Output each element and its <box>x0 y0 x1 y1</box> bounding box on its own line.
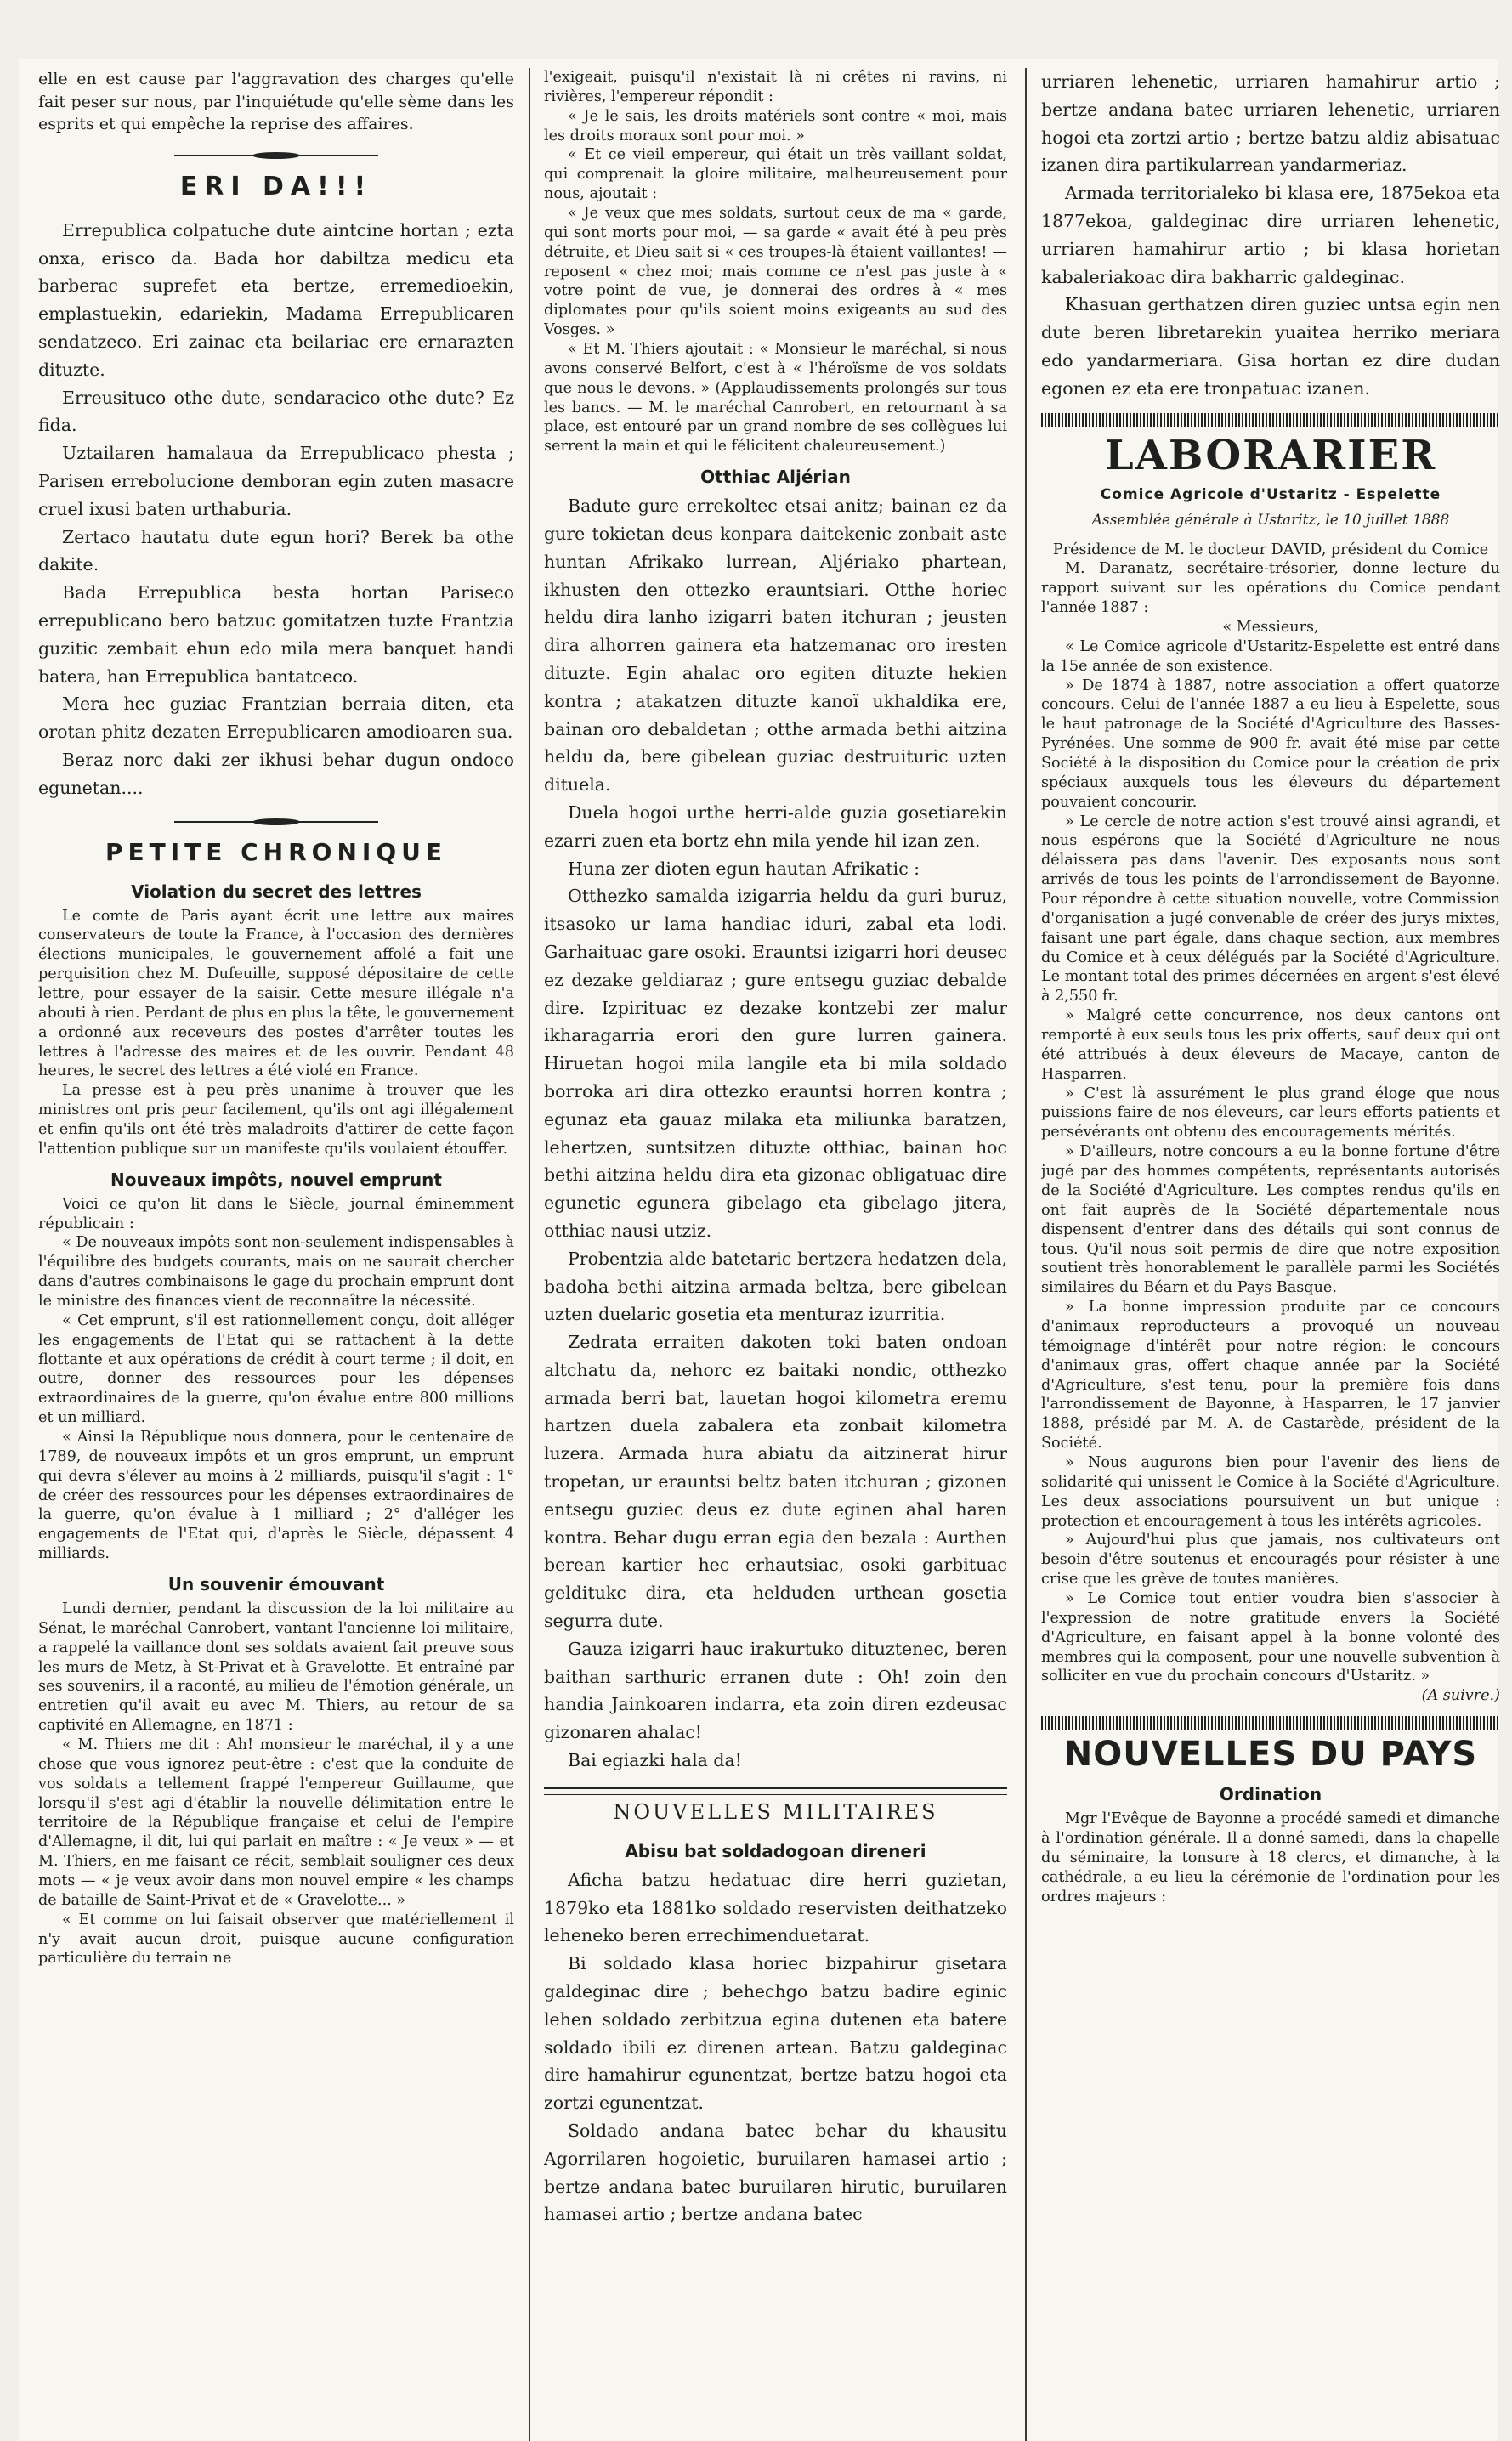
column-divider <box>1025 68 1027 2441</box>
paragraph: Khasuan gerthatzen diren guziec untsa egin nen dute beren libretarekin yuaitea herriko meriara edo yandarmeriara. Gisa hortan ez dire dudan egonen ez eta ere tronpatuac izanen. <box>1041 294 1500 399</box>
paragraph: » Aujourd'hui plus que jamais, nos cultivateurs ont besoin d'être soutenus et encouragés pour résister à une crise que les grève de toutes manières. <box>1041 1532 1500 1589</box>
paragraph: » La bonne impression produite par ce concours d'animaux reproducteurs a provoqué un nouveau témoignage d'intérêt pour notre région: le concours d'animaux gras, offert chaque année par la Société d'Agriculture, s'est tenu, pour la première fois dans l'arrondissement de Bayonne, à Hasparren, le 17 janvier 1888, présidé par M. A. de Castarède, président de la Société. <box>1041 1299 1500 1453</box>
paragraph: Soldado andana batec behar du khausitu Agorrilaren hogoietic, buruilaren hamasei artio ; bertze andana batec buruilaren hirutic, buruilaren hamasei artio ; bertze andana batec <box>544 2121 1007 2225</box>
paragraph: Errepublica colpatuche dute aintcine hortan ; ezta onxa, erisco da. Bada hor dabiltza medicu eta barberac suprefet eta bertze, erremedioekin, emplastuekin, edariekin, Madama Errepublicaren sendatzeco. Eri zainac eta beilariac ere ernarazten dituzte. <box>38 219 514 380</box>
presidence-line: Présidence de M. le docteur DAVID, président du Comice <box>1052 541 1489 558</box>
paragraph: » De 1874 à 1887, notre association a offert quatorze concours. Celui de l'année 1887 a eu lieu à Espelette, sous le haut patronage de la Société d'Agriculture des Basses-Pyrénées. Une somme de 900 fr. avait été mise par cette Société à la disposition du Comice pour la création de prix spéciaux auxquels tous les éleveurs du département pouvaient concourir. <box>1041 677 1500 811</box>
a-suivre: (A suivre.) <box>1421 1687 1500 1705</box>
paragraph: » D'ailleurs, notre concours a eu la bonne fortune d'être jugé par des hommes compétents, représentants autorisés de la Société d'Agriculture. Les comptes rendus qu'ils en ont fait auprès de la Société départementale nous dispensent d'entrer dans des détails qui sont connus de tous. Qu'il nous soit permis de dire que notre exposition soutient très honorablement le parallèle parmi les Sociétés similaires du Béarn et du Pays Basque. <box>1041 1143 1500 1297</box>
paragraph: Huna zer dioten egun hautan Afrikatic : <box>568 858 920 879</box>
section-rule <box>1041 413 1500 427</box>
paragraph: Bai egiazki hala da! <box>568 1750 742 1771</box>
otthiac-article <box>544 492 1007 1775</box>
paragraph: » Le cercle de notre action s'est trouvé ainsi agrandi, et nous espérons que la Société d'Agriculture ne nous délaissera pas dans l'avenir. Des exposants nous sont arrivés de tous les points de l'arrondissement de Bayonne. Pour répondre à cette situation nouvelle, votre Commission d'organisation a jugé convenable de créer des jurys mixtes, faisant une part égale, dans chaque section, aux membres du Comice et à ceux délégués par la Société d'Agriculture. Le montant total des primes décernées en argent s'est élevé à 2,550 fr. <box>1041 813 1500 1005</box>
paragraph: « Je veux que mes soldats, surtout ceux de ma « garde, qui sont morts pour moi, — sa garde « avait été à peu près détruite, et Dieu sait si « ces troupes-là étaient vaillantes! — reposent « chez moi; mais comme ce n'est pas juste à « votre point de vue, je donnerai des ordres à « mes diplomates pour qu'ils soient moins exigeants au sud des Vosges. » <box>544 205 1007 339</box>
paragraph: Badute gure errekoltec etsai anitz; bainan ez da gure tokietan deus konpara daitekenic zonbait aste huntan Afrikako lurrean, Aljériako phartean, ikhusten den ottezko erauntsiari. Otthe horiec heldu dira lanho izigarri baten itchuran ; jeusten dira alhorren gainera eta hatzemanac oro iresten dituzte. Egin ahalac oro egiten dituzte hekien kontra ; atakatzen dituzte kanoï ukhaldika ere, bainan oro debaldetan ; otthe armada bethi aitzina heldu da, bere gibelean guziac destruituric uzten dituela. <box>544 496 1007 796</box>
paragraph: « Je le sais, les droits matériels sont contre « moi, mais les droits moraux sont pour moi. » <box>544 107 1007 144</box>
article-title-souvenir: Un souvenir émouvant <box>167 1574 385 1595</box>
eri-da-article <box>38 217 514 802</box>
paragraph: La presse est à peu près unanime à trouver que les ministres ont pris peur facilement, qu'ils ont agi illégalement et enfin qu'ils ont été très maladroits d'attirer de cette façon l'attention publique sur un manifeste qu'ils voulaient étouffer. <box>38 1082 514 1158</box>
column-3 <box>1041 68 1500 2441</box>
souvenir-continued <box>544 68 1007 456</box>
section-title-laborarier: LABORARIER <box>1104 431 1437 479</box>
paragraph: Mera hec guziac Frantzian berraia diten, eta orotan phitz dezaten Errepublicaren amodioaren sua. <box>38 694 514 743</box>
paragraph: Duela hogoi urthe herri-alde guzia gosetiarekin ezarri zuen eta bortz ehn mila yende hil izan zen. <box>544 801 1007 851</box>
column-1 <box>38 68 514 2441</box>
article-title-otthiac: Otthiac Aljérian <box>700 467 851 488</box>
paragraph: « Et comme on lui faisait observer que matériellement il n'y avait aucun droit, puisque aucune configuration particulière du terrain ne <box>38 1911 514 1968</box>
article-title-impots: Nouveaux impôts, nouvel emprunt <box>110 1169 442 1190</box>
ornament-divider <box>174 818 378 826</box>
paragraph: « Et M. Thiers ajoutait : « Monsieur le maréchal, si nous avons conservé Belfort, c'est à « l'héroïsme de vos soldats que nous le devons. » (Applaudissements prolongés sur tous les bancs. — M. le maréchal Canrobert, en retournant à sa place, est entouré par un grand nombre de ses collègues lui serrent la main et qui le félicitent chaleureusement.) <box>544 341 1007 456</box>
abisu-article <box>544 1866 1007 2229</box>
section-rule <box>544 1787 1007 1795</box>
paragraph: Uztailaren hamalaua da Errepublicaco phesta ; Parisen errebolucione demboran egin zuten masacre cruel ixusi baten urthaburia. <box>38 443 514 519</box>
paragraph: « Ainsi la République nous donnera, pour le centenaire de 1789, de nouveaux impôts et un gros emprunt, un emprunt qui devra s'élever au moins à 2 milliards, puisqu'il s'agit : 1° de créer des ressources pour les dépenses extraordinaires de la guerre, qu'on évalue à 1 milliard ; 2° d'alléger les engagements de l'Etat qui, d'après le Siècle, dépassent 4 milliards. <box>38 1429 514 1563</box>
abisu-continued <box>1041 68 1500 403</box>
paragraph: Armada territorialeko bi klasa ere, 1875ekoa eta 1877ekoa, galdeginac dire urriaren lehenetic, urriaren hamahirur artio ; bi klasa horietan kabaleriakoac dira bakharric galdeginac. <box>1041 183 1500 287</box>
ordination-article <box>1041 1810 1500 1906</box>
paragraph: » C'est là assurément le plus grand éloge que nous puissions faire de nos éleveurs, car leurs efforts patients et persévérants ont obtenu des encouragements mérités. <box>1041 1085 1500 1141</box>
paragraph: Mgr l'Evêque de Bayonne a procédé samedi et dimanche à l'ordination générale. Il a donné samedi, dans la chapelle du séminaire, la tonsure à 18 clercs, et dimanche, à la cathédrale, a eu lieu la cérémonie de l'ordination pour les ordres majeurs : <box>1041 1810 1500 1906</box>
paragraph: » Malgré cette concurrence, nos deux cantons ont remporté à eux seuls tous les prix offerts, sauf deux qui ont été attribués à deux éleveurs de Macaye, canton de Hasparren. <box>1041 1007 1500 1083</box>
comice-report <box>1041 541 1500 1707</box>
paragraph: urriaren lehenetic, urriaren hamahirur artio ; bertze andana batec urriaren lehenetic, urriaren hogoi eta zortzi artio ; bertze batzu aldiz abisatuac izanen dira partikularrean yandarmeriaz. <box>1041 71 1500 176</box>
paragraph: « M. Thiers me dit : Ah! monsieur le maréchal, il y a une chose que vous ignorez peut-être : c'est que la conduite de vos soldats a tellement frappé l'empereur Guillaume, que lorsqu'il s'est agi d'établir la nouvelle délimitation entre le territoire de la République française et celui de l'empire d'Allemagne, il dit, lui qui parlait en maître : « Je veux » — et M. Thiers, en me faisant ce récit, semblait souligner ces deux mots — « je veux avoir dans mon nouvel empire « les champs de bataille de Saint-Privat et de « Gravelotte... » <box>38 1736 514 1909</box>
paragraph: l'exigeait, puisqu'il n'existait là ni crêtes ni ravins, ni rivières, l'empereur répondit : <box>544 69 1007 105</box>
paragraph: « Le Comice agricole d'Ustaritz-Espelette est entré dans la 15e année de son existence. <box>1041 637 1500 675</box>
paragraph: « De nouveaux impôts sont non-seulement indispensables à l'équilibre des budgets courants, mais on ne saurait chercher dans d'autres combinaisons le gage du prochain emprunt dont le ministre des finances vient de reconnaître la nécessité. <box>38 1234 514 1310</box>
ornament-divider <box>174 151 378 160</box>
article-title-abisu: Abisu bat soldadogoan direneri <box>625 1840 926 1861</box>
paragraph: » Le Comice tout entier voudra bien s'associer à l'expression de notre gratitude envers la Société d'Agriculture, en faisant appel à la bonne volonté des membres qui la composent, pour une nouvelle subvention à solliciter en vue du prochain concours d'Ustaritz. » <box>1041 1589 1500 1685</box>
paragraph: Bi soldado klasa horiec bizpahirur gisetara galdeginac dire ; behechgo batzu badire eginic lehen soldado zerbitzua egina dutenen eta batere soldado ibili ez direnen artean. Batzu galdeginac dire hamahirur egunentzat, bertze batzu hogoi eta zortzi egunentzat. <box>544 1953 1007 2114</box>
paragraph: Aficha batzu hedatuac dire herri guzietan, 1879ko eta 1881ko soldado reservisten deithatzeko leheneko beren errechimenduetarat. <box>544 1869 1007 1946</box>
intro-paragraph: elle en est cause par l'aggravation des charges qu'elle fait peser sur nous, par l'inquiétude qu'elle sème dans les esprits et qui empêche la reprise des affaires. <box>38 70 514 134</box>
section-title-nouvelles-militaires: NOUVELLES MILITAIRES <box>613 1799 938 1824</box>
paragraph: Le comte de Paris ayant écrit une lettre aux maires conservateurs de toute la France, à l'occasion des dernières élections municipales, le gouvernement affolé a fait une perquisition chez M. Dufeuille, supposé dépositaire de cette lettre, pour essayer de la saisir. Cette mesure illégale n'a abouti à rien. Perdant de plus en plus la tête, le gouvernement a ordonné aux receveurs des postes d'arrêter toutes les lettres à l'adresse des maires et de les ouvrir. Pendant 48 heures, le secret des lettres a été violé en France. <box>38 907 514 1080</box>
paragraph: Zertaco hautatu dute egun hori? Berek ba othe dakite. <box>38 526 514 575</box>
souvenir-article <box>38 1600 514 1968</box>
paragraph: Erreusituco othe dute, sendaracico othe dute? Ez fida. <box>38 387 514 436</box>
paragraph: « Cet emprunt, s'il est rationnellement conçu, doit alléger les engagements de l'Etat qui se rattachent à la dette flottante et aux opérations de crédit à court terme ; il doit, en outre, donner des ressources pour les dépenses extraordinaires de la guerre, qu'on évalue entre 800 millions et un milliard. <box>38 1311 514 1427</box>
salutation: « Messieurs, <box>1222 619 1319 636</box>
column-2 <box>544 68 1007 2441</box>
impots-article <box>38 1195 514 1564</box>
comice-subtitle: Comice Agricole d'Ustaritz - Espelette <box>1100 485 1441 503</box>
paragraph: « Et ce vieil empereur, qui était un très vaillant soldat, qui comprenait la gloire militaire, malheureusement pour nous, ajoutait : <box>544 146 1007 203</box>
assemblee-line: Assemblée générale à Ustaritz, le 10 juillet 1888 <box>1091 511 1450 529</box>
paragraph: » Nous augurons bien pour l'avenir des liens de solidarité qui unissent le Comice à la Société d'Agriculture. Les deux associations poursuivent un but unique : protection et encouragement à tous les intérêts agricoles. <box>1041 1453 1500 1530</box>
paragraph: Bada Errepublica besta hortan Pariseco errepublicano bero batzuc gomitatzen tuzte Frantzia guzitic zembait ehun edo mila mera banquet handi batera, han Errepublica bantatceco. <box>38 582 514 687</box>
paragraph: Zedrata erraiten dakoten toki baten ondoan altchatu da, nehorc ez baitaki nondic, otthezko armada berri bat, lauetan hogoi kilometra eremu hartzen duela zabalera eta zonbait kilometra luzera. Armada hura abiatu da aitzinerat hirur tropetan, ur erauntsi beltz baten itchuran ; gizonen entsegu guziec deus ez dute eginen ahal haren kontra. Behar dugu erran egia den bezala : Aurthen berean kartier hec erhautsiac, osoki garbituac gelditukc dira, eta helduden urthean gosetia segurra dute. <box>544 1332 1007 1632</box>
paragraph: M. Daranatz, secrétaire-trésorier, donne lecture du rapport suivant sur les opérations du Comice pendant l'année 1887 : <box>1041 560 1500 617</box>
section-title-eri-da: ERI DA!!! <box>179 171 373 201</box>
article-title-ordination: Ordination <box>1219 1784 1322 1805</box>
paragraph: Gauza izigarri hauc irakurtuko dituztenec, beren baithan sarthuric erranen dute : Oh! zoin den handia Jainkoaren indarra, eta zoin diren ezdeusac gizonaren ahalac! <box>544 1638 1007 1743</box>
paragraph: Otthezko samalda izigarria heldu da guri buruz, itsasoko ur lama handiac iduri, zabal eta lodi. Garhaituac gare osoki. Erauntsi izigarri hori deusec ez dezake geldiaraz ; gure entsegu guziac debalde dire. Izpirituac ez dezake kontzebi zer malur ikharagarria erori den gure lurren gainera. Hiruetan hogoi mila langile eta bi mila soldado borroka ari dira ottezko erauntsi horren kontra ; egunaz eta gauaz milaka eta miliunka baratzen, lehertzen, suntsitzen dituzte otthiac, bainan hoc bethi aitzina heldu dira eta gizonac obligatuac dire egunetic egunera gibelago eta gibelago jitera, otthiac nausi utziz. <box>544 886 1007 1241</box>
article-title-violation: Violation du secret des lettres <box>131 881 422 902</box>
column-divider <box>529 68 530 2441</box>
section-title-nouvelles-du-pays: NOUVELLES DU PAYS <box>1063 1735 1478 1775</box>
violation-article <box>38 907 514 1159</box>
paragraph: Voici ce qu'on lit dans le Siècle, journal éminemment républicain : <box>38 1195 514 1232</box>
paragraph: Beraz norc daki zer ikhusi behar dugun ondoco egunetan.... <box>38 749 514 798</box>
paragraph: Lundi dernier, pendant la discussion de la loi militaire au Sénat, le maréchal Canrobert, vantant l'ancienne loi militaire, a rappelé la vaillance dont ses soldats avaient fait preuve sous les murs de Metz, à St-Privat et à Gravelotte. Et entraîné par ses souvenirs, il a raconté, au milieu de l'émotion générale, un entretien qu'il avait eu avec M. Thiers, au retour de sa captivité en Allemagne, en 1871 : <box>38 1600 514 1735</box>
section-rule <box>1041 1716 1500 1730</box>
section-title-petite-chronique: PETITE CHRONIQUE <box>105 837 447 866</box>
paragraph: Probentzia alde batetaric bertzera hedatzen dela, badoha bethi aitzina armada beltza, bere gibelean uzten duelaric gosetia eta menturaz izurritia. <box>544 1248 1007 1325</box>
